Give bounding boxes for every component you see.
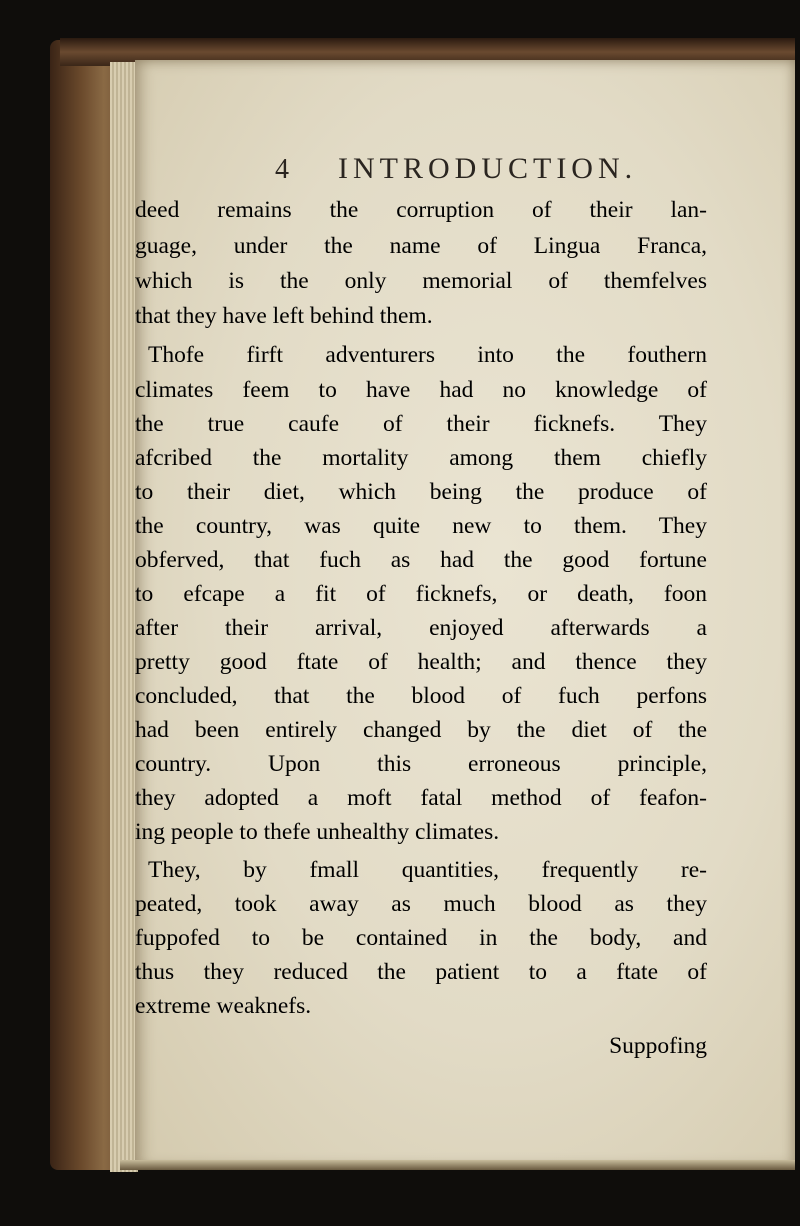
- text-line: obferved, that fuch as had the good fortune: [135, 547, 707, 573]
- catchword: Suppofing: [609, 1033, 707, 1059]
- text-line: after their arrival, enjoyed afterwards a: [135, 615, 707, 641]
- text-line: deed remains the corruption of their lan-: [135, 197, 707, 223]
- page-edges: [110, 62, 138, 1172]
- page-bottom-edge: [120, 1160, 795, 1170]
- running-head: INTRODUCTION.: [338, 152, 638, 185]
- text-line: fuppofed to be contained in the body, and: [135, 925, 707, 951]
- text-line: had been entirely changed by the diet of the: [135, 717, 707, 743]
- text-line: the country, was quite new to them. They: [135, 513, 707, 539]
- text-line: Thofe firft adventurers into the fouthern: [148, 342, 707, 368]
- text-line: They, by fmall quantities, frequently re-: [148, 857, 707, 883]
- text-line: pretty good ftate of health; and thence they: [135, 649, 707, 675]
- text-line: that they have left behind them.: [135, 303, 433, 329]
- text-line: afcribed the mortality among them chiefly: [135, 445, 707, 471]
- text-line: the true caufe of their ficknefs. They: [135, 411, 707, 437]
- text-line: peated, took away as much blood as they: [135, 891, 707, 917]
- text-line: to efcape a fit of ficknefs, or death, foon: [135, 581, 707, 607]
- text-line: country. Upon this erroneous principle,: [135, 751, 707, 777]
- text-line: concluded, that the blood of fuch perfons: [135, 683, 707, 709]
- text-line: extreme weaknefs.: [135, 993, 312, 1019]
- text-line: they adopted a moft fatal method of feafon-: [135, 785, 707, 811]
- page-number: 4: [275, 154, 289, 185]
- text-line: which is the only memorial of themfelves: [135, 268, 707, 294]
- text-line: to their diet, which being the produce of: [135, 479, 707, 505]
- text-line: climates feem to have had no knowledge of: [135, 377, 707, 403]
- text-line: thus they reduced the patient to a ftate of: [135, 959, 707, 985]
- text-line: ing people to thefe unhealthy climates.: [135, 819, 500, 845]
- text-line: guage, under the name of Lingua Franca,: [135, 233, 707, 259]
